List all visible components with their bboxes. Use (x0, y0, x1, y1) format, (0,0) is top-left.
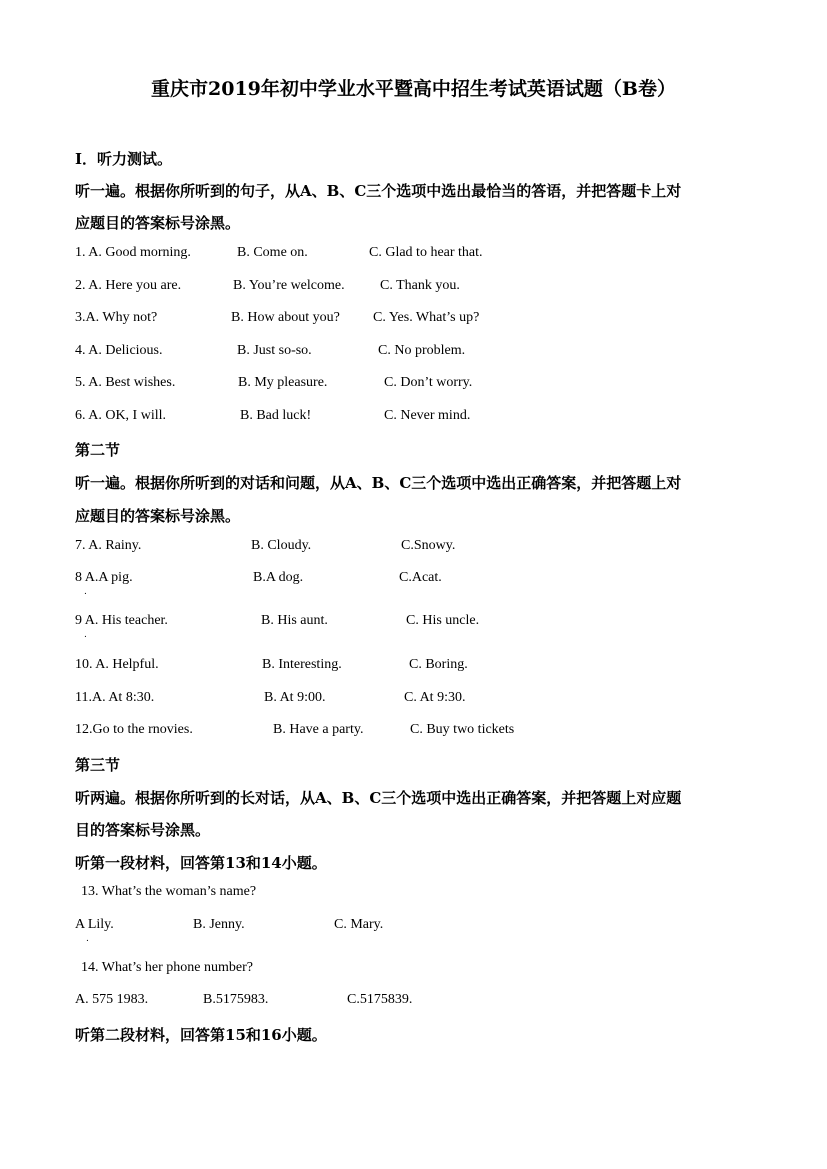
material1-heading: 听第一段材料，回答第13和14小题。 (75, 854, 327, 872)
section2-instruction-line1: 听一遍。根据你所听到的对话和问题，从A、B、C三个选项中选出正确答案，并把答题上对 (75, 474, 682, 492)
q5-option-a: 5. A. Best wishes. (75, 375, 176, 390)
q14-stem: 14. What’s her phone number? (81, 960, 253, 975)
q3-option-b: B. How about you? (231, 310, 340, 325)
section3-instruction-line2: 目的答案标号涂黑。 (75, 821, 211, 839)
q2-option-b: B. You’re welcome. (233, 278, 345, 293)
q8-option-b: B.A dog. (253, 570, 304, 585)
q1-option-c: C. Glad to hear that. (369, 245, 483, 260)
section1-heading: I．听力测试。 (75, 150, 173, 168)
material2-heading: 听第二段材料，回答第15和16小题。 (75, 1026, 327, 1044)
q8-option-c: C.Acat. (399, 570, 442, 585)
q10-option-a: 10. A. Helpful. (75, 657, 159, 672)
q3-option-c: C. Yes. What’s up? (373, 310, 480, 325)
q11-option-b: B. At 9:00. (264, 690, 326, 705)
q7-option-b: B. Cloudy. (251, 538, 312, 553)
q10-option-c: C. Boring. (409, 657, 468, 672)
q11-option-a: 11.A. At 8:30. (75, 690, 155, 705)
q6-option-c: C. Never mind. (384, 408, 471, 423)
q13-option-b: B. Jenny. (193, 917, 245, 932)
q7-option-a: 7. A. Rainy. (75, 538, 142, 553)
q13-option-a: A Lily. (75, 917, 114, 932)
q2-option-c: C. Thank you. (380, 278, 460, 293)
q13-option-c: C. Mary. (334, 917, 384, 932)
q4-option-c: C. No problem. (378, 343, 466, 358)
section1-instruction-line1: 听一遍。根据你所听到的句子，从A、B、C三个选项中选出最恰当的答语，并把答题卡上对 (75, 182, 682, 200)
stray-mark: . (84, 587, 87, 597)
q4-option-a: 4. A. Delicious. (75, 343, 163, 358)
q11-option-c: C. At 9:30. (404, 690, 466, 705)
q14-option-c: C.5175839. (347, 992, 413, 1007)
q12-option-c: C. Buy two tickets (410, 722, 515, 737)
stray-mark: . (86, 934, 89, 944)
stray-mark: . (84, 630, 87, 640)
q1-option-a: 1. A. Good morning. (75, 245, 191, 260)
section3-instruction-line1: 听两遍。根据你所听到的长对话，从A、B、C三个选项中选出正确答案，并把答题上对应题 (75, 789, 682, 807)
q6-option-b: B. Bad luck! (240, 408, 312, 423)
q10-option-b: B. Interesting. (262, 657, 342, 672)
q8-option-a: 8 A.A pig. (75, 570, 133, 585)
section3-heading: 第三节 (75, 756, 121, 774)
q1-option-b: B. Come on. (237, 245, 308, 260)
q12-option-b: B. Have a party. (273, 722, 364, 737)
q5-option-b: B. My pleasure. (238, 375, 328, 390)
section2-heading: 第二节 (75, 441, 121, 459)
q9-option-b: B. His aunt. (261, 613, 328, 628)
q6-option-a: 6. A. OK, I will. (75, 408, 166, 423)
page-title: 重庆市2019年初中学业水平暨高中招生考试英语试题（B卷） (151, 78, 676, 100)
q2-option-a: 2. A. Here you are. (75, 278, 182, 293)
q3-option-a: 3.A. Why not? (75, 310, 158, 325)
section1-instruction-line2: 应题目的答案标号涂黑。 (75, 214, 241, 232)
q14-option-b: B.5175983. (203, 992, 269, 1007)
q13-stem: 13. What’s the woman’s name? (81, 884, 257, 899)
section2-instruction-line2: 应题目的答案标号涂黑。 (75, 507, 241, 525)
q9-option-c: C. His uncle. (406, 613, 480, 628)
q14-option-a: A. 575 1983. (75, 992, 149, 1007)
q4-option-b: B. Just so-so. (237, 343, 312, 358)
q9-option-a: 9 A. His teacher. (75, 613, 168, 628)
q5-option-c: C. Don’t worry. (384, 375, 473, 390)
q7-option-c: C.Snowy. (401, 538, 456, 553)
q12-option-a: 12.Go to the rnovies. (75, 722, 193, 737)
